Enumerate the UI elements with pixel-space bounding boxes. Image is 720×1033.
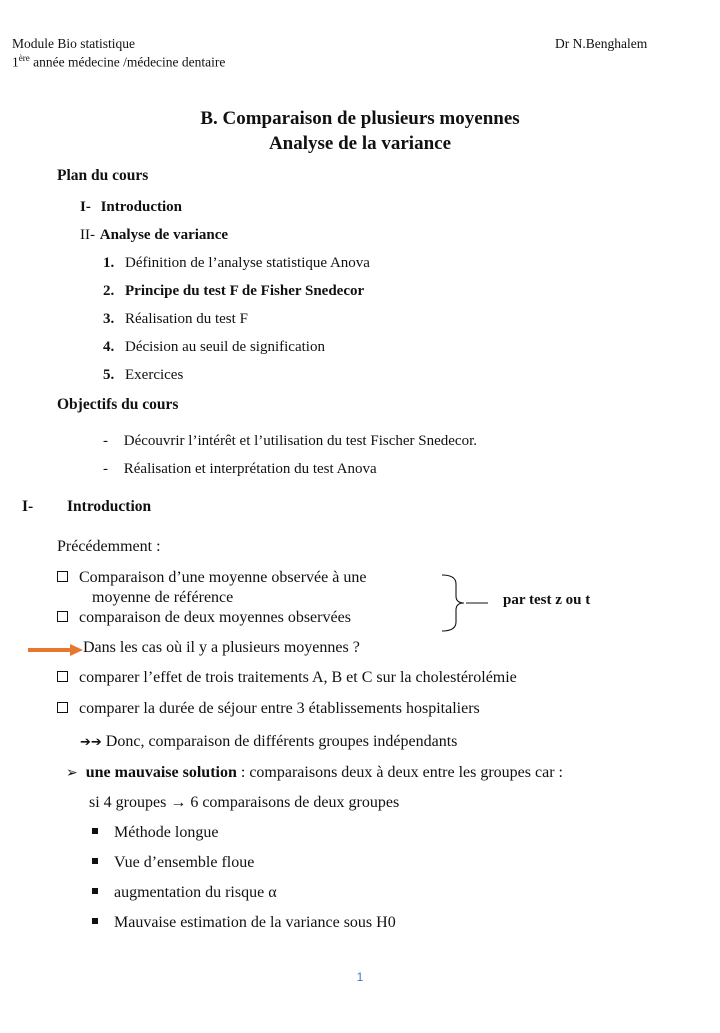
intro-cmp1-line2: moyenne de référence	[92, 589, 234, 606]
plan-subitem-5	[103, 367, 183, 384]
intro-example-1	[57, 669, 517, 687]
plan-subitem-4-num: 4.	[103, 339, 115, 355]
intro-bad-solution	[66, 764, 563, 782]
intro-example-2-label: comparer la durée de séjour entre 3 établissements hospitaliers	[79, 700, 480, 717]
intro-bad-solution-rest: : comparaisons deux à deux entre les groupes car :	[236, 764, 563, 781]
plan-subitem-4	[103, 339, 325, 356]
header-year-rest: année médecine /médecine dentaire	[29, 54, 226, 70]
plan-item-2-num: II-	[80, 227, 95, 243]
objectif-label-2: Réalisation et interprétation du test Anova	[123, 461, 377, 477]
orange-arrow-icon	[28, 643, 84, 657]
intro-cmp2-label: comparaison de deux moyennes observées	[79, 609, 351, 626]
intro-donc	[80, 733, 457, 751]
checkbox-icon	[57, 671, 68, 682]
header-year-number: 1	[12, 54, 19, 70]
reason-label-4: Mauvaise estimation de la variance sous H0	[114, 914, 396, 931]
checkbox-icon	[57, 571, 68, 582]
plan-subitem-1	[103, 255, 370, 272]
intro-example-1-label: comparer l’effet de trois traitements A, B et C sur la cholestérolémie	[79, 669, 517, 686]
intro-bad-solution-bold: une mauvaise solution	[85, 764, 237, 781]
intro-brace-label: par test z ou t	[503, 592, 591, 608]
title-line-1: B. Comparaison de plusieurs moyennes	[200, 108, 520, 129]
objectif-bullet-1: -	[103, 433, 108, 449]
title-line-2: Analyse de la variance	[268, 133, 452, 154]
checkbox-icon	[57, 702, 68, 713]
reason-item-1	[92, 824, 218, 842]
intro-heading: Introduction	[67, 498, 152, 515]
checkbox-icon	[57, 611, 68, 622]
plan-item-2	[80, 227, 228, 244]
intro-cmp1-line1: Comparaison d’une moyenne observée à une	[79, 569, 367, 586]
header-author: Dr N.Benghalem	[555, 36, 648, 51]
plan-subitem-4-label: Décision au seuil de signification	[125, 339, 325, 355]
header-module: Module Bio statistique	[12, 36, 135, 51]
plan-subitem-5-num: 5.	[103, 367, 115, 383]
objectif-bullet-2: -	[103, 461, 108, 477]
plan-subitem-1-num: 1.	[103, 255, 115, 271]
double-arrow-icon: ➔➔	[80, 735, 102, 750]
reason-item-4	[92, 914, 396, 932]
intro-cmp2	[57, 609, 351, 627]
intro-precedemment: Précédemment :	[57, 538, 161, 555]
objectif-item-1	[103, 433, 477, 450]
intro-num: I-	[22, 498, 34, 515]
plan-subitem-2-label: Principe du test F de Fisher Snedecor	[125, 283, 365, 299]
right-brace-icon	[438, 572, 490, 634]
square-bullet-icon	[92, 888, 98, 894]
objectif-item-2	[103, 461, 377, 478]
reason-label-3: augmentation du risque α	[114, 884, 277, 901]
plan-subitem-2	[103, 283, 364, 300]
plan-subitem-3-label: Réalisation du test F	[125, 311, 248, 327]
reason-item-3	[92, 884, 277, 902]
intro-question: Dans les cas où il y a plusieurs moyennes ?	[83, 639, 360, 656]
reason-label-1: Méthode longue	[114, 824, 219, 841]
plan-item-1-num: I-	[80, 199, 91, 215]
reason-item-2	[92, 854, 254, 872]
plan-item-1-label: Introduction	[100, 199, 183, 215]
objectifs-heading: Objectifs du cours	[57, 396, 179, 413]
header-year-suffix: ère	[18, 53, 30, 63]
header-year	[12, 53, 225, 71]
square-bullet-icon	[92, 858, 98, 864]
objectif-label-1: Découvrir l’intérêt et l’utilisation du test Fischer Snedecor.	[123, 433, 477, 449]
plan-item-2-label: Analyse de variance	[99, 227, 229, 243]
plan-subitem-3	[103, 311, 248, 328]
arrowhead-bullet-icon: ➢	[66, 765, 78, 781]
plan-subitem-2-num: 2.	[103, 283, 115, 299]
intro-donc-label: Donc, comparaison de différents groupes indépendants	[105, 733, 458, 750]
square-bullet-icon	[92, 828, 98, 834]
plan-subitem-1-label: Définition de l’analyse statistique Anova	[125, 255, 370, 271]
intro-si: si 4 groupes → 6 comparaisons de deux groupes	[89, 794, 400, 811]
plan-subitem-5-label: Exercices	[125, 367, 184, 383]
intro-cmp1	[57, 569, 366, 587]
page-number: 1	[356, 970, 364, 984]
square-bullet-icon	[92, 918, 98, 924]
intro-example-2	[57, 700, 480, 718]
plan-subitem-3-num: 3.	[103, 311, 115, 327]
reason-label-2: Vue d’ensemble floue	[114, 854, 255, 871]
plan-item-1	[80, 199, 182, 216]
plan-heading: Plan du cours	[57, 167, 149, 184]
